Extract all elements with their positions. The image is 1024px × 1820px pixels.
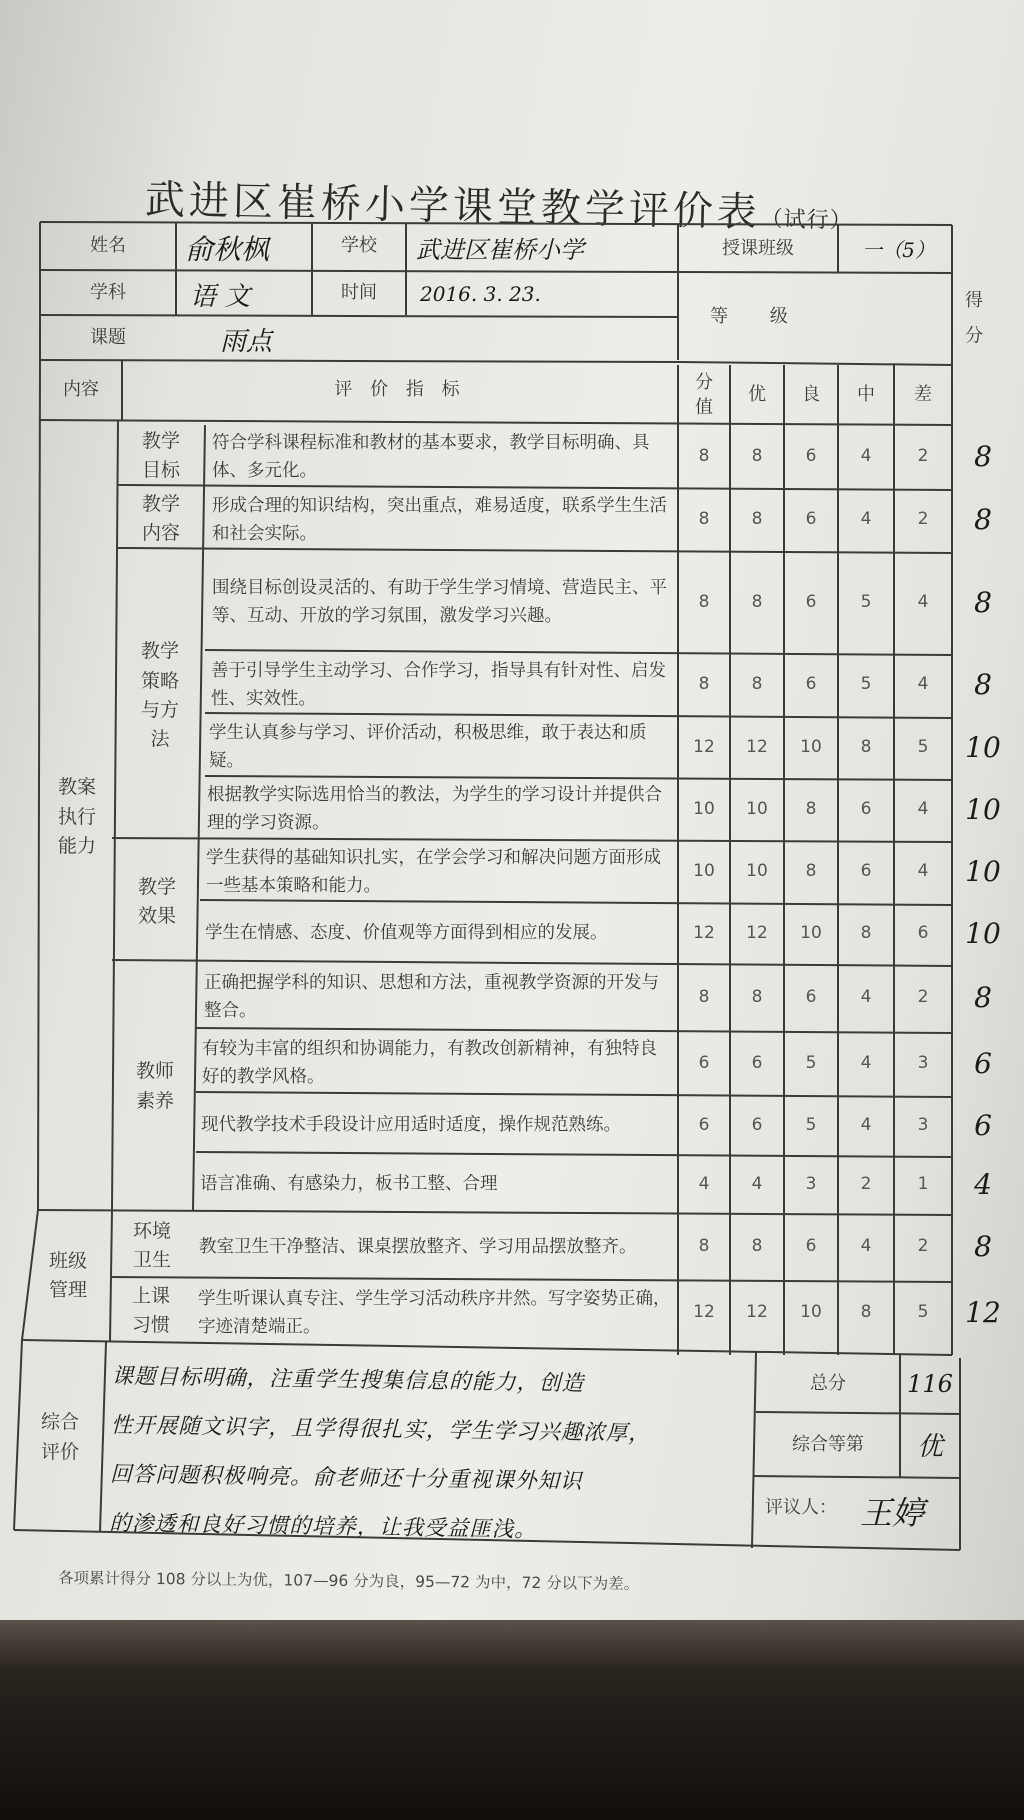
criterion-text: 现代教学技术手段设计应用适时适度，操作规范熟练。 — [201, 1115, 621, 1135]
evaluator-signature: 王婷 — [860, 1494, 925, 1532]
sub-goal-text: 教学目标 — [141, 429, 180, 481]
level-header: 等 级 — [710, 306, 806, 328]
fair-value: 4 — [860, 446, 872, 467]
fair-value: 8 — [860, 736, 872, 757]
points-header — [678, 365, 730, 425]
excellent-value: 6 — [751, 1114, 763, 1135]
points-value: 4 — [698, 1173, 710, 1194]
poor-value: 4 — [917, 798, 929, 819]
poor-value: 2 — [917, 446, 929, 467]
score-value: 12 — [965, 1296, 1001, 1329]
grade-class-value: 一（5） — [862, 238, 935, 262]
excellent-value: 4 — [751, 1173, 763, 1194]
excellent-value: 10 — [746, 861, 768, 882]
excellent-value: 12 — [746, 736, 768, 757]
fair-value: 8 — [860, 1302, 872, 1323]
fair-value: 4 — [860, 986, 872, 1007]
form-title-suffix: （试行） — [760, 206, 853, 234]
comment-line: 课题目标明确，注重学生搜集信息的能力，创造 — [111, 1363, 585, 1397]
points-value: 10 — [693, 798, 715, 819]
good-value: 6 — [805, 1236, 817, 1257]
good-value: 8 — [805, 861, 817, 882]
excellent-header: 优 — [748, 384, 766, 406]
score-value: 8 — [974, 503, 992, 536]
poor-value: 2 — [917, 509, 929, 530]
score-value: 4 — [974, 1167, 992, 1201]
fair-value: 4 — [860, 509, 872, 530]
scoring-note: 各项累计得分 108 分以上为优，107—96 分为良，95—72 为中，72 分以下为差。 — [57, 1569, 640, 1594]
poor-value: 2 — [917, 986, 929, 1007]
excellent-value: 6 — [751, 1052, 763, 1073]
criterion-text: 善于引导学生主动学习、合作学习，指导具有针对性、启发性、实效性。 — [211, 660, 666, 709]
form-title-text: 武进区崔桥小学课堂教学评价表 — [144, 177, 762, 236]
points-header-text: 分值 — [695, 371, 713, 418]
points-value: 6 — [698, 1114, 710, 1135]
excellent-value: 8 — [751, 591, 763, 612]
sub-env — [112, 1213, 192, 1279]
good-value: 10 — [800, 1302, 822, 1323]
excellent-value: 12 — [746, 922, 768, 943]
score-value: 10 — [965, 730, 1001, 764]
poor-value: 6 — [917, 922, 929, 943]
fair-value: 6 — [860, 861, 872, 882]
good-header: 良 — [802, 384, 820, 406]
summary-label — [18, 1345, 102, 1530]
score-value: 6 — [974, 1108, 992, 1142]
criterion-text: 有较为丰富的组织和协调能力，有教改创新精神，有独特良好的教学风格。 — [202, 1039, 657, 1087]
criterion-text: 正确把握学科的知识、思想和方法，重视教学资源的开发与整合。 — [204, 973, 659, 1021]
grade-class-label: 授课班级 — [722, 237, 794, 259]
fair-value: 5 — [860, 591, 872, 612]
criterion-text: 根据教学实际选用恰当的教法，为学生的学习设计并提供合理的学习资源。 — [207, 785, 662, 833]
content-header: 内容 — [63, 379, 99, 401]
section-execution-text: 教案执行能力 — [57, 776, 96, 858]
sub-effect-text: 教学效果 — [137, 875, 176, 927]
fair-value: 4 — [860, 1236, 872, 1257]
excellent-value: 8 — [751, 1236, 763, 1257]
excellent-value: 8 — [751, 509, 763, 530]
excellent-value: 12 — [746, 1302, 768, 1323]
name-label: 姓名 — [90, 235, 126, 257]
excellent-value: 8 — [751, 674, 763, 695]
poor-value: 1 — [917, 1173, 929, 1194]
points-value: 12 — [693, 922, 715, 943]
good-value: 6 — [805, 446, 817, 467]
name-value: 俞秋枫 — [185, 232, 270, 266]
time-value: 2016. 3. 23. — [420, 282, 541, 306]
school-label: 学校 — [341, 235, 377, 257]
sub-content — [118, 488, 204, 550]
excellent-value: 10 — [746, 798, 768, 819]
dark-background — [0, 1620, 1024, 1820]
good-value: 3 — [805, 1173, 817, 1194]
points-value: 8 — [698, 446, 710, 467]
fair-value: 8 — [860, 922, 872, 943]
points-value: 8 — [698, 986, 710, 1007]
fair-value: 6 — [860, 798, 872, 819]
good-value: 5 — [805, 1052, 817, 1073]
score-value: 6 — [974, 1046, 992, 1080]
score-value: 8 — [974, 668, 992, 701]
poor-value: 4 — [917, 674, 929, 695]
points-value: 6 — [698, 1052, 710, 1073]
good-value: 6 — [805, 986, 817, 1007]
sub-content-text: 教学内容 — [141, 492, 180, 544]
subject-value: 语 文 — [190, 281, 251, 312]
score-value: 8 — [974, 980, 992, 1014]
criterion-text: 学生认真参与学习、评价活动，积极思维，敢于表达和质疑。 — [209, 723, 647, 771]
poor-value: 5 — [917, 736, 929, 757]
sub-literacy-text: 教师素养 — [135, 1060, 174, 1112]
criterion-text: 围绕目标创设灵活的、有助于学生学习情境、营造民主、平等、互动、开放的学习氛围，激发学习兴趣。 — [212, 578, 667, 626]
points-value: 8 — [698, 674, 710, 695]
sub-strategy-text: 教学策略与方法 — [140, 640, 179, 751]
fair-value: 4 — [860, 1052, 872, 1073]
sub-habit — [110, 1280, 192, 1342]
section-class-mgmt-text: 班级管理 — [48, 1249, 87, 1301]
sub-effect — [114, 840, 200, 964]
points-value: 12 — [693, 1302, 715, 1323]
score-value: 10 — [965, 792, 1001, 826]
poor-value: 2 — [917, 1236, 929, 1257]
fair-value: 2 — [860, 1173, 872, 1194]
comment-line: 性开展随文识字，且学得很扎实，学生学习兴趣浓厚， — [110, 1412, 651, 1447]
poor-value: 3 — [917, 1114, 929, 1135]
total-value: 116 — [907, 1369, 953, 1398]
good-value: 5 — [805, 1114, 817, 1135]
grade-value: 优 — [916, 1432, 943, 1462]
evaluator-label: 评议人： — [765, 1497, 837, 1519]
topic-value: 雨点 — [220, 326, 273, 357]
section-execution — [40, 425, 114, 1210]
criterion-text: 符合学科课程标准和教材的基本要求，教学目标明确、具体、多元化。 — [212, 432, 650, 481]
school-value: 武进区崔桥小学 — [416, 236, 584, 264]
score-value: 10 — [965, 916, 1001, 950]
good-value: 8 — [805, 798, 817, 819]
sub-goal — [118, 425, 204, 487]
points-value: 12 — [693, 736, 715, 757]
good-value: 6 — [805, 674, 817, 695]
good-value: 10 — [800, 736, 822, 757]
grade-label: 综合等第 — [792, 1433, 864, 1455]
criterion-text: 学生在情感、态度、价值观等方面得到相应的发展。 — [205, 923, 608, 943]
sub-env-text: 环境卫生 — [132, 1219, 171, 1271]
points-value: 8 — [698, 1236, 710, 1257]
poor-value: 4 — [917, 861, 929, 882]
criteria-header: 评 价 指 标 — [334, 379, 466, 401]
poor-value: 5 — [917, 1302, 929, 1323]
sub-strategy — [116, 551, 204, 841]
subject-label: 学科 — [90, 281, 126, 303]
comment-line: 的渗透和良好习惯的培养，让我受益匪浅。 — [109, 1510, 537, 1543]
criterion-text: 语言准确、有感染力，板书工整、合理 — [200, 1174, 498, 1194]
points-value: 8 — [698, 591, 710, 612]
criterion-text: 学生获得的基础知识扎实，在学会学习和解决问题方面形成一些基本策略和能力。 — [206, 847, 661, 896]
summary-comment — [109, 1352, 752, 1542]
total-label: 总分 — [810, 1372, 846, 1394]
time-label: 时间 — [341, 281, 377, 303]
good-value: 10 — [800, 922, 822, 943]
criterion-text: 学生听课认真专注、学生学习活动秩序井然。写字姿势正确，字迹清楚端正。 — [198, 1288, 671, 1337]
criterion-text: 形成合理的知识结构，突出重点，难易适度，联系学生生活和社会实际。 — [212, 495, 667, 544]
criterion-text: 教室卫生干净整洁、课桌摆放整齐、学习用品摆放整齐。 — [199, 1236, 637, 1257]
points-value: 10 — [693, 861, 715, 882]
poor-value: 3 — [917, 1052, 929, 1073]
poor-value: 4 — [917, 591, 929, 612]
score-value: 8 — [974, 585, 992, 619]
summary-label-text: 综合评价 — [40, 1411, 79, 1463]
fair-value: 5 — [860, 674, 872, 695]
excellent-value: 8 — [751, 986, 763, 1007]
excellent-value: 8 — [751, 446, 763, 467]
score-value: 8 — [974, 440, 992, 473]
score-value: 8 — [974, 1230, 992, 1263]
score-header: 得 分 — [961, 290, 983, 350]
poor-header: 差 — [914, 384, 932, 406]
fair-value: 4 — [860, 1114, 872, 1135]
sub-literacy — [112, 963, 198, 1210]
section-class-mgmt — [26, 1212, 110, 1340]
good-value: 6 — [805, 509, 817, 530]
points-value: 8 — [698, 509, 710, 530]
topic-label: 课题 — [90, 326, 126, 348]
fair-header: 中 — [857, 384, 875, 406]
sub-habit-text: 上课习惯 — [131, 1284, 170, 1336]
comment-line: 回答问题积极响亮。俞老师还十分重视课外知识 — [109, 1461, 583, 1495]
good-value: 6 — [805, 591, 817, 612]
score-value: 10 — [965, 855, 1001, 888]
